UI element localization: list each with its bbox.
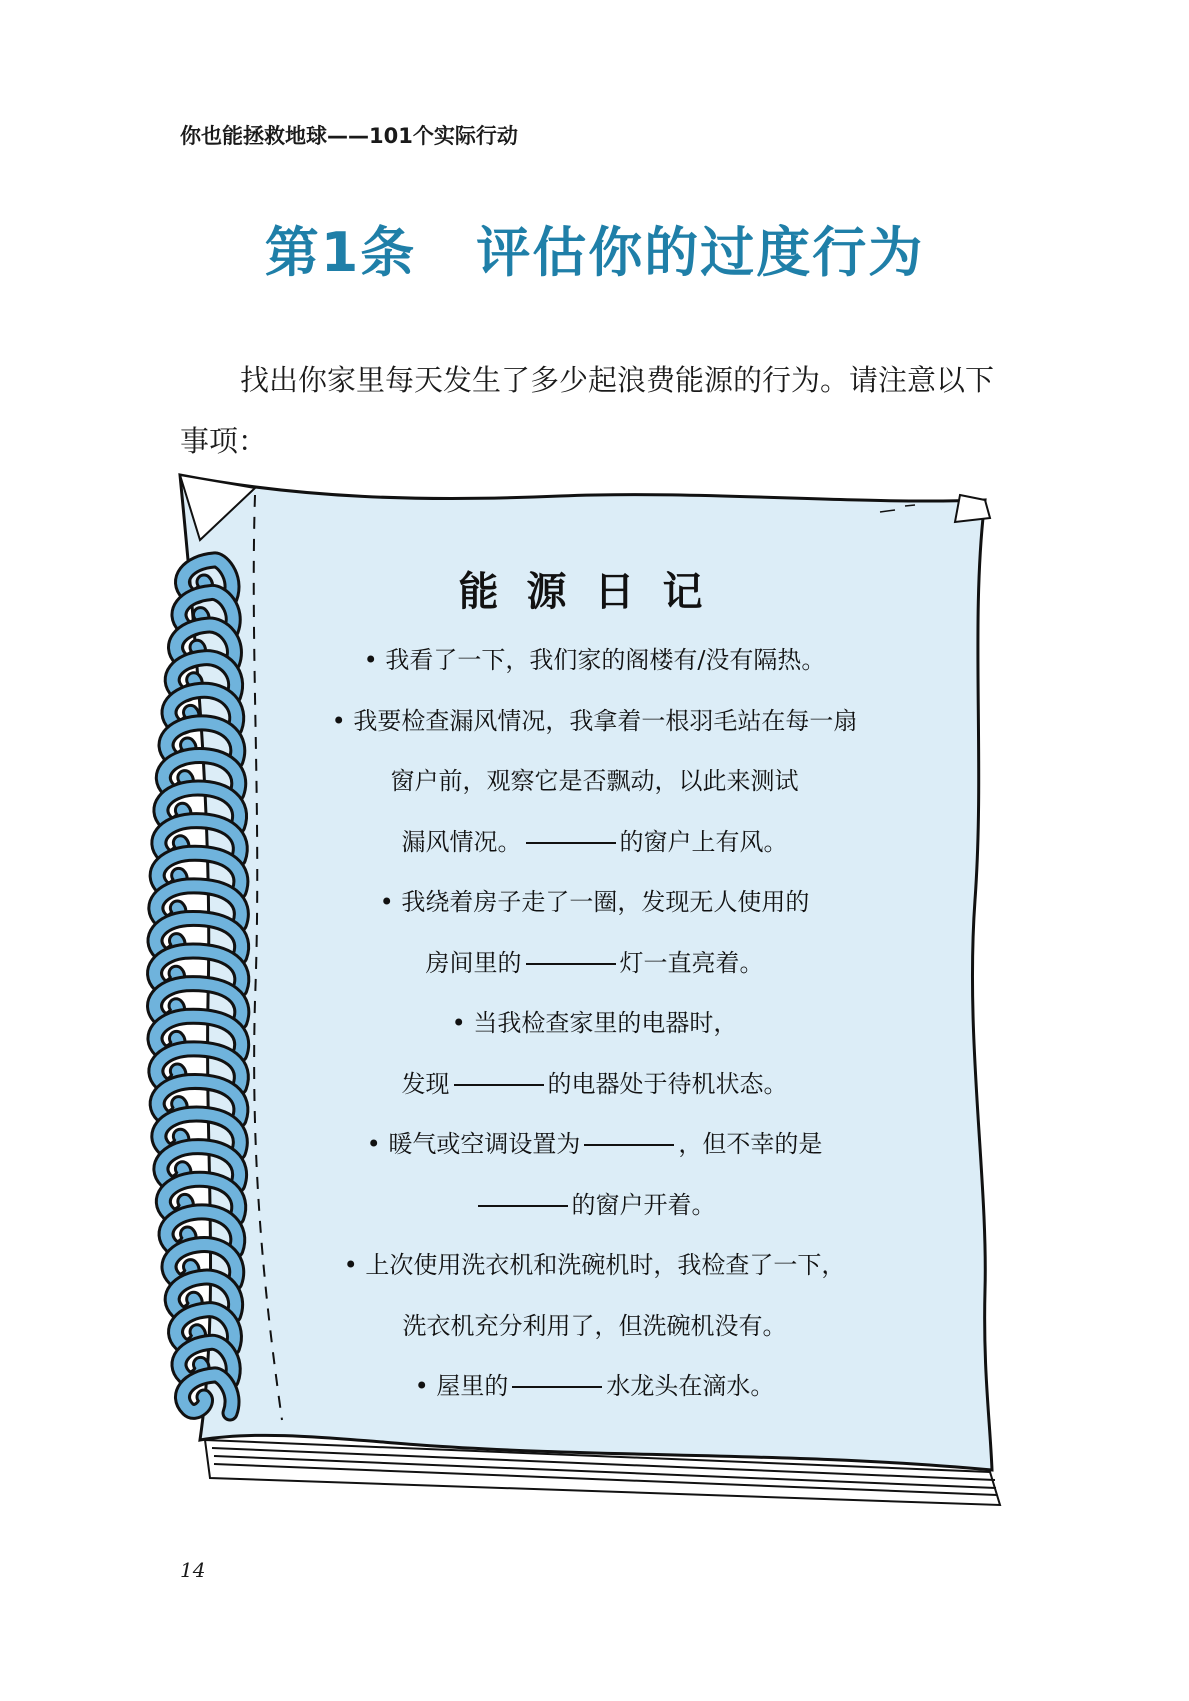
line-text-after-blank: 的窗户上有风。 <box>619 827 788 856</box>
notebook-line <box>0 1185 1189 1220</box>
line-text: • 暖气或空调设置为 <box>366 1130 581 1158</box>
notebook-line <box>0 1124 1189 1159</box>
line-text: 洗衣机充分利用了，但洗碗机没有。 <box>402 1311 787 1340</box>
line-text-after-blank: ，但不幸的是 <box>678 1130 823 1158</box>
line-text-after-blank: 水龙头在滴水。 <box>606 1372 775 1400</box>
line-text: • 我要检查漏风情况，我拿着一根羽毛站在每一扇 <box>331 706 858 735</box>
notebook-line <box>0 1003 1189 1038</box>
fill-in-blank <box>584 1144 674 1146</box>
intro-paragraph: 找出你家里每天发生了多少起浪费能源的行为。请注意以下事项： <box>180 363 995 458</box>
notebook-line <box>0 1245 1189 1280</box>
fill-in-blank <box>478 1205 568 1207</box>
spiral-binding <box>155 560 242 1413</box>
line-text: 窗户前，观察它是否飘动，以此来测试 <box>390 767 799 795</box>
notebook-line <box>0 1306 1189 1341</box>
line-text: • 当我检查家里的电器时， <box>451 1009 738 1037</box>
fill-in-blank <box>526 842 616 844</box>
line-text: • 我绕着房子走了一圈，发现无人使用的 <box>379 888 810 916</box>
page-number: 14 <box>180 1558 206 1582</box>
notebook-line <box>0 1064 1189 1099</box>
fill-in-blank <box>454 1084 544 1086</box>
notebook-title: 能源日记 <box>458 568 731 615</box>
chapter-heading: 评估你的过度行为 <box>476 221 925 284</box>
line-text-after-blank: 的窗户开着。 <box>571 1190 716 1219</box>
corner-tab <box>955 495 990 522</box>
fill-in-blank <box>526 963 616 965</box>
line-text: • 我看了一下，我们家的阁楼有/没有隔热。 <box>363 646 826 674</box>
notebook-line <box>0 640 1189 675</box>
line-text-after-blank: 的电器处于待机状态。 <box>547 1069 788 1098</box>
fill-in-blank <box>512 1386 602 1388</box>
running-header: 你也能拯救地球——101个实际行动 <box>180 124 518 148</box>
line-text: 发现 <box>401 1069 450 1098</box>
notebook-line <box>0 943 1189 978</box>
line-text: • 屋里的 <box>414 1372 509 1400</box>
notebook-line <box>0 1366 1189 1401</box>
notebook-line <box>0 761 1189 796</box>
notebook-line <box>0 822 1189 857</box>
line-text: • 上次使用洗衣机和洗碗机时，我检查了一下， <box>343 1251 846 1279</box>
chapter-number: 第1条 <box>264 221 417 284</box>
line-text-after-blank: 灯一直亮着。 <box>619 948 764 977</box>
notebook-line <box>0 701 1189 736</box>
line-text: 房间里的 <box>425 948 522 977</box>
notebook-line <box>0 882 1189 917</box>
line-text: 漏风情况。 <box>401 827 522 856</box>
